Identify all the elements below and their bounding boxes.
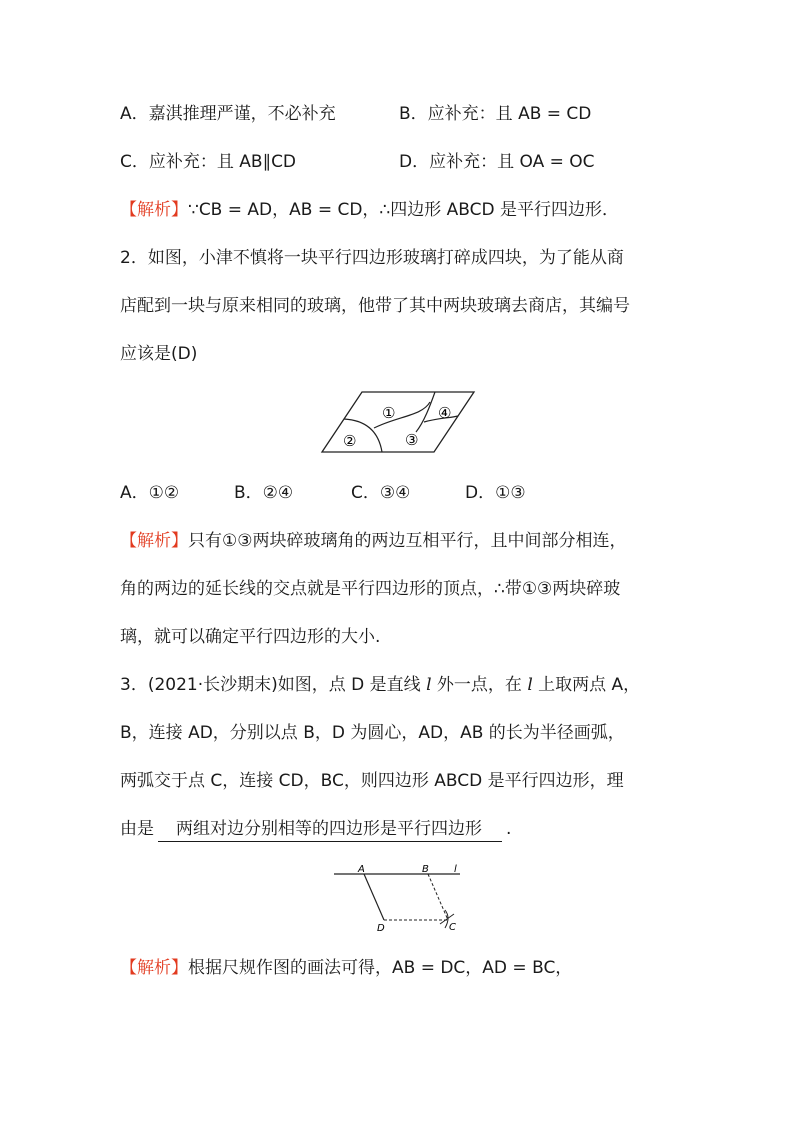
piece-label-4: ④ bbox=[438, 404, 452, 422]
q2-stem-line-3: 应该是(D) bbox=[120, 344, 198, 364]
q2-option-a: A．①② bbox=[120, 483, 180, 503]
q1-option-c: C．应补充：且 AB∥CD bbox=[120, 152, 297, 172]
q2-parallelogram-figure bbox=[318, 388, 478, 458]
q3-stem-line-2: B，连接 AD，分别以点 B，D 为圆心，AD，AB 的长为半径画弧， bbox=[120, 723, 625, 743]
q2-stem-line-2: 店配到一块与原来相同的玻璃，他带了其中两块玻璃去商店，其编号 bbox=[120, 296, 630, 316]
q3-stem-line-3: 两弧交于点 C，连接 CD，BC，则四边形 ABCD 是平行四边形，理 bbox=[120, 771, 624, 791]
analysis-tag: 【解析】 bbox=[120, 531, 188, 551]
q1-option-d: D．应补充：且 OA = OC bbox=[399, 152, 595, 172]
q3-line1-part-b: 外一点，在 bbox=[431, 675, 528, 695]
q1-option-b: B．应补充：且 AB = CD bbox=[399, 104, 592, 124]
point-label-c: C bbox=[449, 922, 456, 933]
q3-stem-line-4 bbox=[120, 817, 511, 842]
analysis-tag: 【解析】 bbox=[120, 958, 188, 978]
q3-stem-line-1 bbox=[120, 673, 640, 697]
analysis-tag: 【解析】 bbox=[120, 200, 188, 220]
q1-analysis bbox=[120, 198, 619, 222]
q2-option-b: B．②④ bbox=[234, 483, 294, 503]
q2-analysis-line-3: 璃，就可以确定平行四边形的大小. bbox=[120, 627, 381, 647]
q3-line1-part-a: 3．(2021·长沙期末)如图，点 D 是直线 bbox=[120, 675, 427, 695]
q2-analysis-line-2: 角的两边的延长线的交点就是平行四边形的顶点，∴带①③两块碎玻 bbox=[120, 579, 621, 599]
segment-bc bbox=[428, 874, 448, 920]
q1-option-a: A．嘉淇推理严谨，不必补充 bbox=[120, 104, 336, 124]
q2-option-c: C．③④ bbox=[351, 483, 411, 503]
q3-analysis bbox=[120, 956, 572, 980]
answer-blank: 两组对边分别相等的四边形是平行四边形 bbox=[158, 817, 502, 842]
point-label-a: A bbox=[358, 864, 365, 875]
point-label-b: B bbox=[422, 864, 429, 875]
q2-option-d: D．①③ bbox=[465, 483, 526, 503]
q3-reason-prefix: 由是 bbox=[120, 819, 154, 839]
piece-label-3: ③ bbox=[405, 431, 419, 449]
line-l-symbol: l bbox=[527, 675, 533, 695]
piece-label-2: ② bbox=[343, 432, 357, 450]
point-label-d: D bbox=[377, 923, 385, 934]
q3-analysis-text: 根据尺规作图的画法可得，AB = DC，AD = BC， bbox=[188, 958, 573, 978]
line-l-symbol: l bbox=[426, 675, 432, 695]
q3-construction-figure bbox=[332, 862, 472, 934]
segment-ad bbox=[364, 874, 384, 920]
q1-analysis-text: ∵CB = AD，AB = CD，∴四边形 ABCD 是平行四边形． bbox=[188, 200, 620, 220]
piece-label-1: ① bbox=[382, 404, 396, 422]
q2-stem-line-1: 2．如图，小津不慎将一块平行四边形玻璃打碎成四块，为了能从商 bbox=[120, 248, 624, 268]
q2-analysis-line-1 bbox=[120, 529, 626, 553]
q3-reason-suffix: . bbox=[506, 819, 512, 839]
point-label-l: l bbox=[454, 864, 457, 875]
q2-analysis-text-1: 只有①③两块碎玻璃角的两边互相平行，且中间部分相连， bbox=[188, 531, 627, 551]
q3-line1-part-c: 上取两点 A， bbox=[532, 675, 641, 695]
